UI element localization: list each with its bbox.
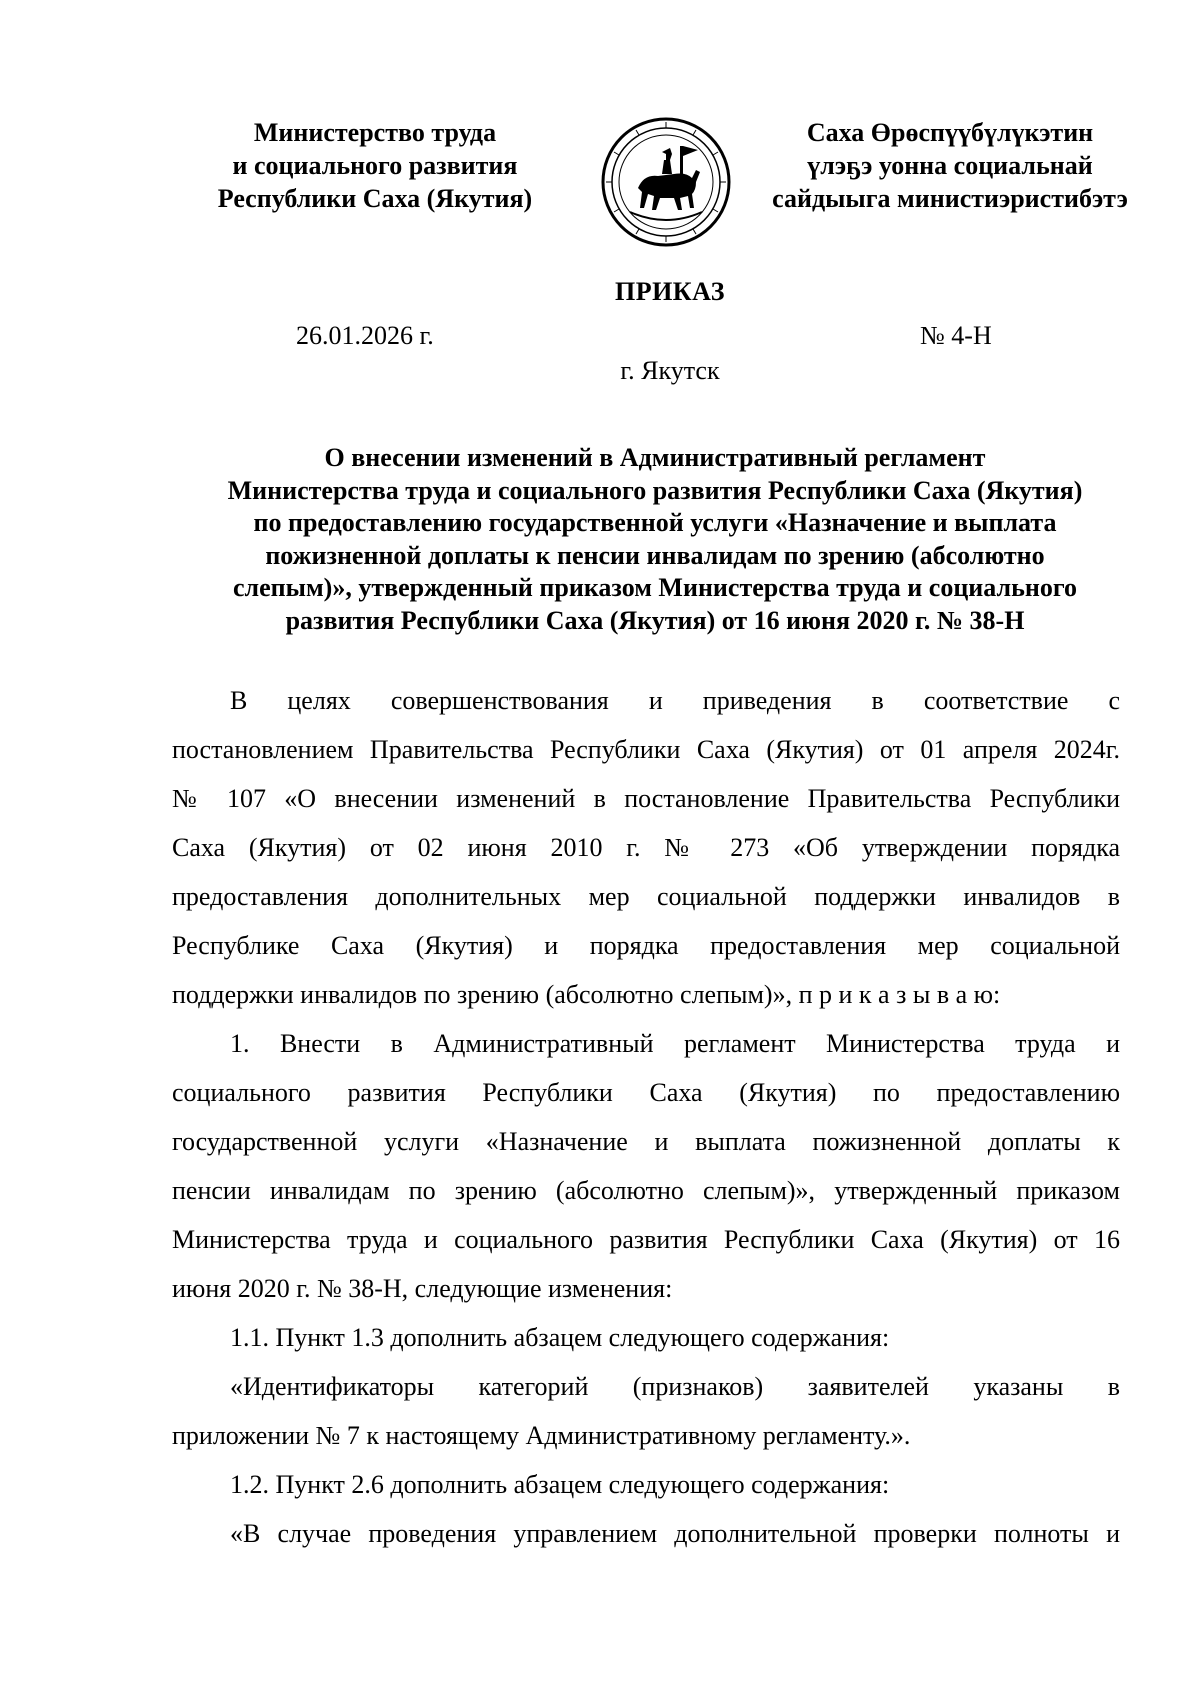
- body-line: Саха (Якутия) от 02 июня 2010 г. № 273 «Об утверждении порядка: [172, 833, 1120, 862]
- ministry-name-yakut: [760, 116, 1140, 215]
- subject-line: пожизненной доплаты к пенсии инвалидам по зрению (абсолютно: [265, 540, 1045, 570]
- order-number: № 4-Н: [920, 321, 992, 350]
- body-line: Министерства труда и социального развития Республики Саха (Якутия) от 16: [172, 1225, 1120, 1254]
- body-line: В целях совершенствования и приведения в соответствие с: [230, 686, 1120, 715]
- ministry-name-line: Республики Саха (Якутия): [217, 184, 533, 213]
- body-line: Республике Саха (Якутия) и порядка предоставления мер социальной: [172, 931, 1120, 960]
- order-date: 26.01.2026 г.: [296, 321, 434, 350]
- body-line: «Идентификаторы категорий (признаков) заявителей указаны в: [230, 1372, 1120, 1401]
- subject-line: О внесении изменений в Административный регламент: [324, 443, 986, 472]
- subject-line: слепым)», утвержденный приказом Министерства труда и социального: [233, 573, 1077, 602]
- body-line: приложении № 7 к настоящему Административному регламенту.».: [172, 1421, 911, 1450]
- body-line: 1. Внести в Административный регламент Министерства труда и: [230, 1029, 1120, 1058]
- ministry-name-line: сайдыыга министиэристибэтэ: [772, 184, 1128, 213]
- body-line: 1.1. Пункт 1.3 дополнить абзацем следующего содержания:: [230, 1323, 890, 1352]
- order-title: ПРИКАЗ: [614, 277, 726, 306]
- order-body: [172, 676, 1120, 1558]
- body-line: июня 2020 г. № 38-Н, следующие изменения:: [172, 1274, 673, 1303]
- ministry-name-line: Саха Өрөспүүбүлүкэтин: [806, 118, 1094, 147]
- ministry-name-line: Министерство труда: [253, 118, 497, 147]
- body-line: пенсии инвалидам по зрению (абсолютно слепым)», утвержденный приказом: [172, 1176, 1120, 1205]
- body-line: поддержки инвалидов по зрению (абсолютно слепым)», п р и к а з ы в а ю:: [172, 980, 1001, 1009]
- order-subject: [170, 442, 1140, 637]
- ministry-name-russian: [200, 116, 550, 215]
- body-line: «В случае проведения управлением дополнительной проверки полноты и: [230, 1519, 1120, 1548]
- subject-line: по предоставлению государственной услуги «Назначение и выплата: [253, 508, 1057, 537]
- body-line: государственной услуги «Назначение и выплата пожизненной доплаты к: [172, 1127, 1120, 1156]
- body-line: социального развития Республики Саха (Якутия) по предоставлению: [172, 1078, 1120, 1107]
- body-line: предоставления дополнительных мер социальной поддержки инвалидов в: [172, 882, 1120, 911]
- ministry-name-line: үлэҕэ уонна социальнай: [807, 151, 1093, 180]
- body-line: № 107 «О внесении изменений в постановление Правительства Республики: [172, 784, 1120, 813]
- body-line: постановлением Правительства Республики Саха (Якутия) от 01 апреля 2024г.: [172, 735, 1120, 764]
- subject-line: развития Республики Саха (Якутия) от 16 июня 2020 г. № 38-Н: [285, 605, 1025, 635]
- body-line: 1.2. Пункт 2.6 дополнить абзацем следующего содержания:: [230, 1470, 890, 1499]
- coat-of-arms-emblem-icon: [600, 116, 732, 248]
- subject-line: Министерства труда и социального развития Республики Саха (Якутия): [227, 475, 1083, 505]
- ministry-name-line: и социального развития: [232, 151, 518, 180]
- order-city: г. Якутск: [620, 356, 720, 385]
